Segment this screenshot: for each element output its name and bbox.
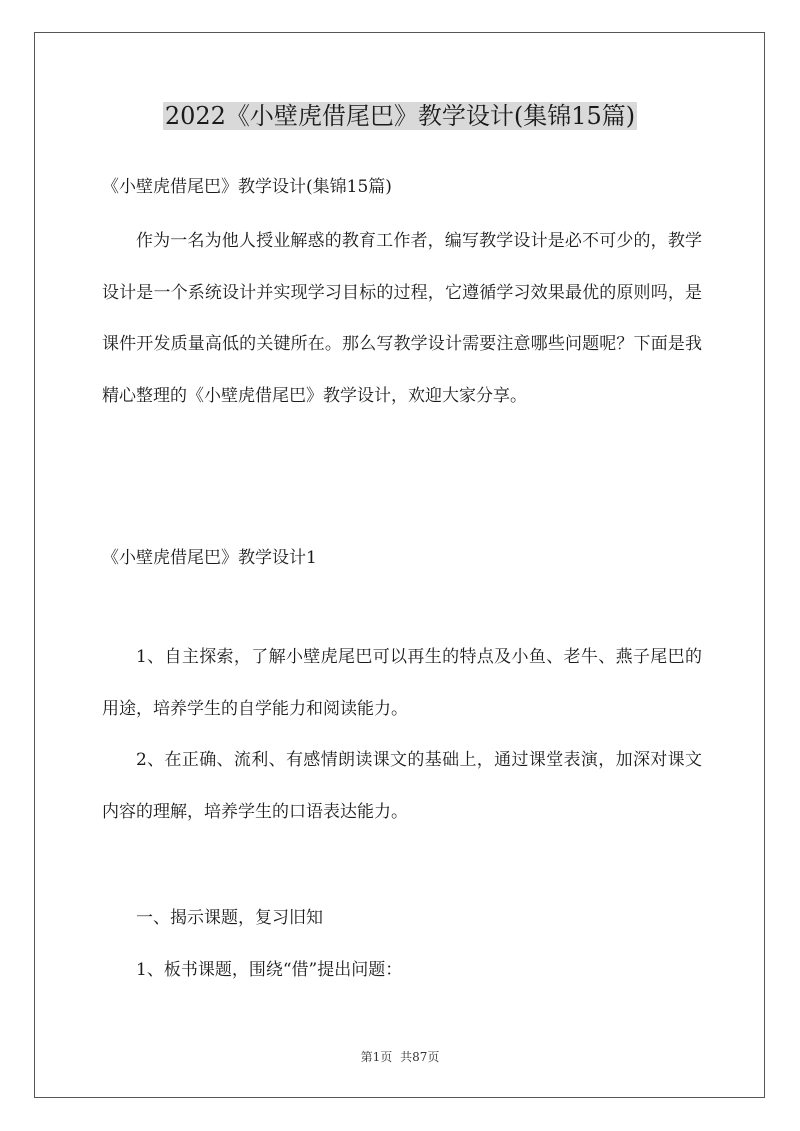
- goal-paragraph-1: 1、自主探索，了解小壁虎尾巴可以再生的特点及小鱼、老牛、燕子尾巴的用途，培养学生的自学能力和阅读能力。: [102, 647, 702, 719]
- section-heading: 《小壁虎借尾巴》教学设计1: [102, 548, 317, 568]
- goal-paragraph-2: 2、在正确、流利、有感情朗读课文的基础上，通过课堂表演，加深对课文内容的理解，培养学生的口语表达能力。: [102, 750, 702, 822]
- document-subtitle: 《小壁虎借尾巴》教学设计(集锦15篇): [102, 177, 392, 197]
- intro-paragraph: 作为一名为他人授业解惑的教育工作者，编写教学设计是必不可少的，教学设计是一个系统设计并实现学习目标的过程，它遵循学习效果最优的原则吗，是课件开发质量高低的关键所在。那么写教学设计需要注意哪些问题呢？下面是我精心整理的《小壁虎借尾巴》教学设计，欢迎大家分享。: [102, 231, 702, 406]
- page-footer: [0, 1048, 800, 1066]
- document-title: 2022《小壁虎借尾巴》教学设计(集锦15篇): [164, 102, 636, 130]
- step-heading: 一、揭示课题，复习旧知: [136, 908, 323, 928]
- page-total: 共87页: [400, 1050, 440, 1064]
- page-number: 第1页: [360, 1050, 393, 1064]
- step-item-1: 1、板书课题，围绕“借”提出问题：: [136, 960, 403, 980]
